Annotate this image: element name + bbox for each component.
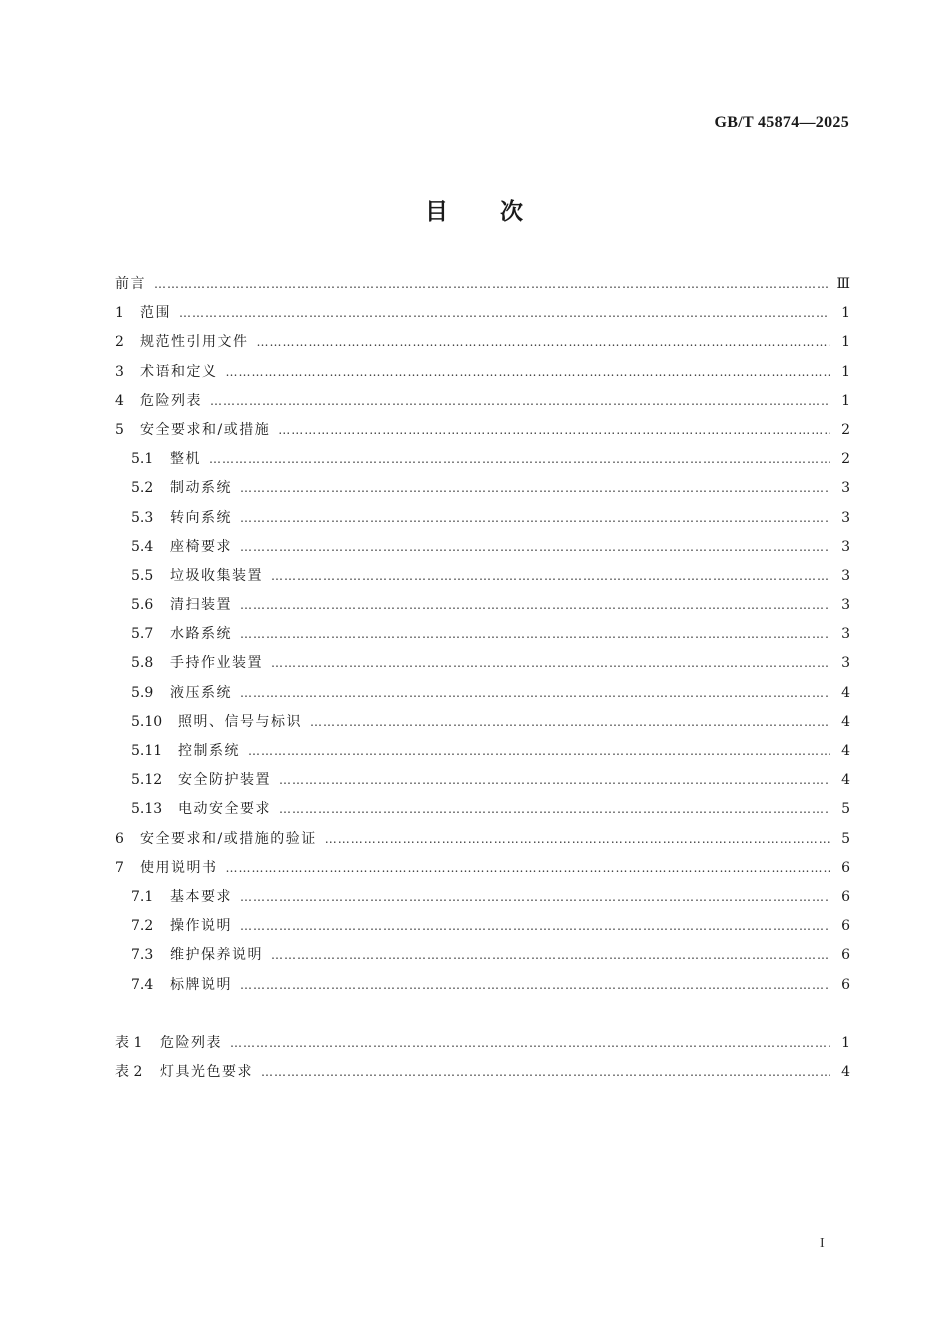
toc-number: 5.13: [131, 801, 163, 818]
title-char-1: 目: [425, 199, 450, 225]
toc-number: 3: [115, 363, 124, 380]
toc-entry-5-12[interactable]: [115, 766, 850, 795]
toc-label: 安全防护装置: [178, 772, 271, 789]
dot-leader: [271, 562, 830, 591]
toc-number: 5.12: [131, 772, 163, 789]
toc-number: 5.5: [131, 567, 154, 584]
toc-label: 危险列表: [140, 392, 202, 409]
toc-entry-5-8[interactable]: [115, 649, 850, 678]
toc-number: 表 2: [115, 1063, 143, 1080]
page-number: I: [820, 1236, 825, 1251]
toc-label: 使用说明书: [140, 859, 218, 876]
dot-leader: [279, 766, 830, 795]
toc-label: 整机: [170, 451, 201, 468]
toc-page: 3: [841, 538, 850, 555]
toc-page: 3: [841, 655, 850, 672]
toc-entry-5-2[interactable]: [115, 474, 850, 503]
toc-entry-5-11[interactable]: [115, 737, 850, 766]
title-char-2: 次: [500, 199, 525, 225]
toc-page: Ⅲ: [836, 276, 850, 292]
toc-page: 1: [841, 305, 850, 322]
toc-label: 液压系统: [170, 684, 232, 701]
toc-label: 标牌说明: [170, 976, 232, 993]
toc-entry-7-1[interactable]: [115, 883, 850, 912]
toc-entry-5-1[interactable]: [115, 445, 850, 474]
dot-leader: [179, 299, 830, 328]
toc-page: 5: [841, 801, 850, 818]
toc-number: 7: [115, 859, 124, 876]
toc-number: 7.1: [131, 888, 154, 905]
toc-label: 照明、信号与标识: [178, 713, 302, 730]
dot-leader: [279, 795, 830, 824]
toc-label: 范围: [140, 305, 171, 322]
toc-page: 3: [841, 597, 850, 614]
toc-entry-5-5[interactable]: [115, 562, 850, 591]
toc-label: 术语和定义: [140, 363, 218, 380]
toc-page: 3: [841, 567, 850, 584]
toc-number: 5: [115, 421, 124, 438]
toc-number: 7.2: [131, 918, 154, 935]
toc-label: 控制系统: [178, 743, 240, 759]
toc-table-1[interactable]: [115, 1029, 850, 1058]
toc-label: 水路系统: [170, 626, 232, 643]
dot-leader: [240, 504, 830, 533]
toc-page: 6: [841, 976, 850, 993]
toc-page: 4: [841, 1063, 850, 1080]
toc-label: 规范性引用文件: [140, 334, 249, 351]
dot-leader: [240, 591, 830, 620]
toc-entry-5-4[interactable]: [115, 533, 850, 562]
toc-label: 维护保养说明: [170, 947, 263, 964]
toc-number: 2: [115, 334, 124, 351]
toc-entry-5-3[interactable]: [115, 504, 850, 533]
toc-number: 5.8: [131, 655, 154, 672]
toc-page: 3: [841, 480, 850, 497]
toc-page: 4: [841, 713, 850, 730]
toc-entry-5-6[interactable]: [115, 591, 850, 620]
toc-page: 4: [841, 684, 850, 701]
toc-entry-1[interactable]: [115, 299, 850, 328]
toc-number: 5.10: [131, 713, 163, 730]
dot-leader: [240, 620, 830, 649]
table-of-contents: [115, 270, 850, 1087]
toc-number: 5.2: [131, 480, 154, 497]
toc-label: 手持作业装置: [170, 655, 263, 672]
dot-leader: [257, 328, 831, 357]
dot-leader: [325, 825, 830, 854]
toc-page: 5: [841, 830, 850, 847]
toc-page: 1: [841, 392, 850, 409]
dot-leader: [278, 416, 830, 445]
toc-label: 电动安全要求: [178, 801, 271, 818]
toc-page: 3: [841, 626, 850, 643]
toc-entry-7-2[interactable]: [115, 912, 850, 941]
toc-number: 7.3: [131, 947, 154, 964]
toc-label: 安全要求和/或措施的验证: [140, 830, 317, 847]
standard-code: GB/T 45874—2025: [714, 114, 849, 131]
toc-page: 6: [841, 888, 850, 905]
toc-entry-7-3[interactable]: [115, 941, 850, 970]
toc-label: 危险列表: [160, 1034, 222, 1051]
toc-entry-4[interactable]: [115, 387, 850, 416]
toc-label: 安全要求和/或措施: [140, 421, 271, 438]
dot-leader: [261, 1058, 830, 1087]
toc-number: 1: [115, 305, 124, 322]
dot-leader: [240, 912, 830, 941]
toc-entry-7-4[interactable]: [115, 971, 850, 1000]
toc-number: 表 1: [115, 1034, 143, 1051]
toc-entry-5-7[interactable]: [115, 620, 850, 649]
toc-entry-3[interactable]: [115, 358, 850, 387]
toc-entry-preface[interactable]: [115, 270, 850, 299]
toc-page: 3: [841, 509, 850, 526]
toc-label: 操作说明: [170, 918, 232, 935]
dot-leader: [209, 445, 830, 474]
dot-leader: [310, 708, 830, 737]
toc-page: 1: [841, 334, 850, 351]
dot-leader: [240, 533, 830, 562]
dot-leader: [154, 270, 830, 299]
toc-number: 7.4: [131, 976, 154, 993]
toc-number: 5.3: [131, 509, 154, 526]
dot-leader: [248, 737, 830, 766]
toc-table-2[interactable]: [115, 1058, 850, 1087]
dot-leader: [226, 854, 831, 883]
toc-page: 2: [841, 451, 850, 468]
toc-number: 5.7: [131, 626, 154, 643]
toc-label: 转向系统: [170, 509, 232, 526]
toc-page: 6: [841, 918, 850, 935]
toc-label: 制动系统: [170, 480, 232, 497]
toc-number: 5.6: [131, 597, 154, 614]
dot-leader: [240, 679, 830, 708]
toc-number: 5.9: [131, 684, 154, 701]
toc-label: 清扫装置: [170, 597, 232, 614]
toc-page: 1: [841, 363, 850, 380]
dot-leader: [230, 1029, 830, 1058]
toc-number: 5.1: [131, 451, 154, 468]
toc-entry-7[interactable]: [115, 854, 850, 883]
page-title: [0, 193, 950, 226]
toc-page: 2: [841, 421, 850, 438]
toc-label: 基本要求: [170, 888, 232, 905]
dot-leader: [226, 358, 831, 387]
toc-number: 5.11: [131, 743, 163, 759]
toc-entry-5[interactable]: [115, 416, 850, 445]
dot-leader: [240, 883, 830, 912]
toc-entry-6[interactable]: [115, 825, 850, 854]
toc-page: 4: [841, 772, 850, 789]
dot-leader: [271, 649, 830, 678]
toc-label: 垃圾收集装置: [170, 567, 263, 584]
toc-entry-5-10[interactable]: [115, 708, 850, 737]
toc-label: 前言: [115, 276, 146, 292]
toc-entry-5-13[interactable]: [115, 795, 850, 824]
toc-entry-5-9[interactable]: [115, 679, 850, 708]
toc-entry-2[interactable]: [115, 328, 850, 357]
dot-leader: [240, 474, 830, 503]
toc-page: 6: [841, 947, 850, 964]
toc-number: 5.4: [131, 538, 154, 555]
toc-label: 灯具光色要求: [160, 1063, 253, 1080]
dot-leader: [240, 971, 830, 1000]
section-spacer: [115, 1000, 850, 1029]
toc-label: 座椅要求: [170, 538, 232, 555]
toc-page: 1: [841, 1034, 850, 1051]
dot-leader: [271, 941, 830, 970]
toc-number: 4: [115, 392, 124, 409]
toc-page: 6: [841, 859, 850, 876]
toc-number: 6: [115, 830, 124, 847]
toc-page: 4: [841, 743, 850, 759]
dot-leader: [210, 387, 830, 416]
